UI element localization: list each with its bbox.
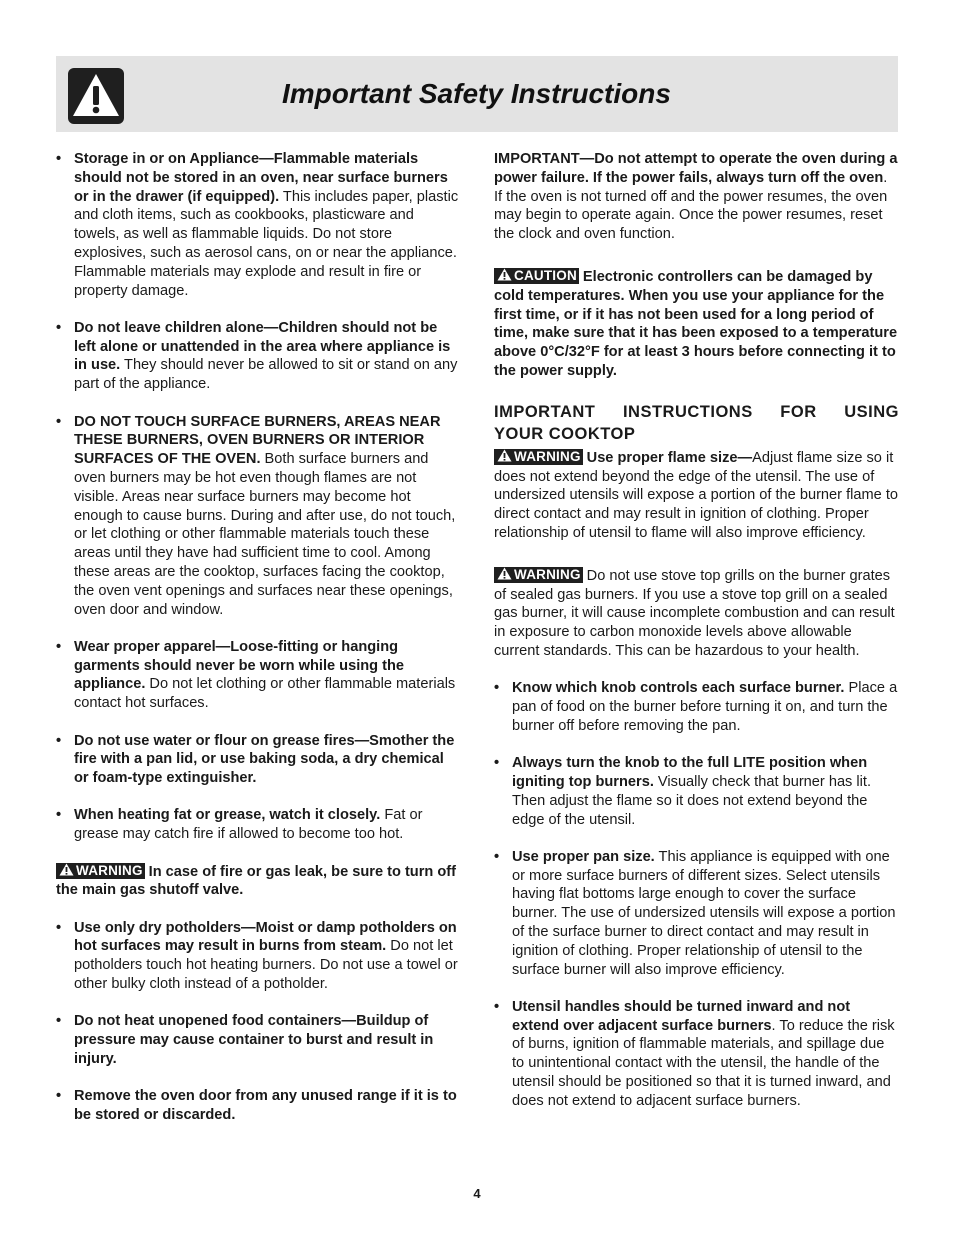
section-heading-word: USING: [844, 402, 899, 421]
bullet: •: [56, 1013, 62, 1030]
item-text: Fat or grease may catch fire if allowed to become too hot.: [74, 807, 423, 843]
warning-text: Do not use stove top grills on the burner grates of sealed gas burners. If you use a stove top grill on a sealed gas burner, it will cause incomplete combustion and can result in exposure to carbon monoxide levels above allowable current standards. This can be hazardous to your health.: [494, 567, 895, 659]
list-item: [56, 638, 462, 713]
warning-bold-text: Use proper flame size—: [586, 449, 753, 466]
item-text: This appliance is equipped with one or more surface burners of different sizes. Select utensils having flat bottoms large enough to cover the surface burner. The use of undersized utensils will expose a portion of the surface burner to direct contact and may result in ignition of clothing. Proper relationship of utensil to the surface burner will also improve efficiency.: [512, 848, 896, 978]
item-bold-text: Remove the oven door from any unused range if it is to be stored or discarded.: [74, 1088, 457, 1123]
list-item: [56, 919, 462, 994]
item-bold-text: Utensil handles should be turned inward and not extend over adjacent surface burners: [512, 998, 851, 1034]
section-heading-word: IMPORTANT: [494, 402, 596, 421]
warning-notice: [494, 567, 899, 661]
warning-badge-label: WARNING: [514, 448, 581, 464]
item-text: Do not let potholders touch hot heating burners. Do not use a towel or other bulky cloth instead of a potholder.: [74, 938, 458, 992]
item-bold-text: Wear proper apparel—Loose-fitting or hanging garments should never be worn while using the appliance.: [74, 638, 405, 693]
warning-badge: [494, 567, 583, 583]
left-column: [56, 150, 462, 1143]
bullet: •: [56, 319, 62, 336]
bullet: •: [56, 1088, 62, 1105]
warning-badge-label: WARNING: [76, 862, 143, 878]
warning-text: Adjust flame size so it does not extend beyond the edge of the utensil. The use of undersized utensils will expose a portion of the burner flame to direct contact and may result in ignition of clothing. Proper relationship of utensil to flame will also improve efficiency.: [494, 449, 898, 541]
list-item: [56, 1012, 462, 1068]
caution-text: Electronic controllers can be damaged by cold temperatures. When you use your appliance for the first time, or if it has not been used for a long period of time, make sure that it has been exposed to a temperature above 0°C/32°F for at least 3 hours before connecting it to the power supply.: [494, 268, 898, 379]
list-item: [494, 848, 899, 980]
item-bold-text: Storage in or on Appliance—Flammable materials should not be stored in an oven, near surface burners or in the drawer (if equipped).: [74, 151, 448, 205]
page-header: [56, 56, 898, 132]
section-heading-word: FOR: [780, 402, 817, 421]
item-bold-text: Do not heat unopened food containers—Buildup of pressure may cause container to burst and result in injury.: [74, 1013, 434, 1067]
warning-notice: [494, 449, 899, 543]
section-heading-word: INSTRUCTIONS: [622, 402, 753, 421]
item-text: Both surface burners and oven burners may be hot even though flames are not visible. Areas near surface burners may become hot enough to cause burns. During and after use, do not touch, or let clothing or other flammable materials touch these areas until they have had sufficient time to cool. Among these areas are the cooktop, surfaces facing the cooktop, the oven vent openings and surfaces near these openings, oven door and window.: [74, 451, 456, 618]
list-item: [56, 150, 462, 300]
list-item: [56, 732, 462, 788]
warning-triangle-icon: [59, 863, 74, 876]
list-item: [56, 413, 462, 620]
bullet: •: [56, 732, 62, 749]
section-heading-line1: [494, 401, 899, 423]
bullet: •: [56, 638, 62, 655]
bullet: •: [56, 919, 62, 936]
list-item: [56, 319, 462, 394]
bullet: •: [56, 807, 62, 824]
item-text: Do not let clothing or other flammable materials contact hot surfaces.: [74, 676, 456, 712]
right-column: [494, 150, 899, 1129]
warning-text: In case of fire or gas leak, be sure to turn off the main gas shutoff valve.: [56, 863, 457, 899]
warning-triangle-icon: [497, 449, 512, 462]
page-title: Important Safety Instructions: [282, 78, 671, 109]
item-bold-text: Do not use water or flour on grease fires—Smother the fire with a pan lid, or use baking soda, a dry chemical or foam-type extinguisher.: [74, 732, 455, 787]
bullet: •: [56, 413, 62, 430]
caution-badge-label: CAUTION: [514, 267, 577, 283]
warning-badge-label: WARNING: [514, 566, 581, 582]
list-item: [56, 806, 462, 844]
item-text: This includes paper, plastic and cloth items, such as cookbooks, plasticware and towels, as well as flammable liquids. Do not store explosives, such as aerosol cans, on or near the appliance. Flammable materials may explode and result in fire or property damage.: [74, 188, 459, 299]
warning-triangle-icon: [497, 567, 512, 580]
list-item: [56, 1087, 462, 1125]
item-bold-text: Always turn the knob to the full LITE position when igniting top burners.: [512, 755, 868, 790]
item-bold-text: Know which knob controls each surface burner.: [512, 680, 845, 697]
item-text: . To reduce the risk of burns, ignition of flammable materials, and spillage due to unintentional contact with the utensil, the handle of the utensil should be positioned so that it is turned inward, and does not extend to adjacent surface burners.: [512, 1017, 895, 1109]
important-notice: [494, 150, 899, 244]
warning-badge: [56, 863, 145, 879]
section-heading: [494, 401, 899, 445]
list-item: [494, 754, 899, 829]
page-number: 4: [473, 1186, 481, 1201]
list-item: [494, 998, 899, 1111]
item-bold-text: Use proper pan size.: [512, 848, 655, 865]
item-bold-text: Use only dry potholders—Moist or damp potholders on hot surfaces may result in burns from steam.: [74, 919, 457, 955]
important-bold-text: IMPORTANT—Do not attempt to operate the oven during a power failure. If the power fails, always turn off the oven: [494, 151, 898, 186]
item-bold-text: Do not leave children alone—Children should not be left alone or unattended in the area where appliance is in use.: [74, 319, 451, 374]
bullet: •: [494, 998, 500, 1015]
caution-badge: [494, 268, 579, 284]
important-text: . If the oven is not turned off and the power resumes, the oven may begin to operate again. Once the power resumes, reset the clock and oven function.: [494, 169, 888, 243]
bullet: •: [494, 755, 500, 772]
warning-exclamation-icon: [68, 68, 124, 124]
bullet: •: [494, 680, 500, 697]
item-text: Visually check that burner has lit. Then adjust the flame so it does not extend beyond the edge of the utensil.: [512, 773, 871, 828]
item-text: They should never be allowed to sit or stand on any part of the appliance.: [74, 357, 458, 393]
caution-notice: [494, 268, 899, 381]
section-heading-line2: YOUR COOKTOP: [494, 424, 636, 443]
list-item: [494, 679, 899, 735]
warning-badge: [494, 449, 583, 465]
item-text: Place a pan of food on the burner before turning it on, and turn the burner off before removing the pan.: [512, 680, 898, 734]
warning-triangle-icon: [497, 268, 512, 281]
item-bold-text: When heating fat or grease, watch it closely.: [74, 807, 381, 824]
bullet: •: [56, 151, 62, 167]
bullet: •: [494, 848, 500, 865]
item-bold-text: DO NOT TOUCH SURFACE BURNERS, AREAS NEAR THESE BURNERS, OVEN BURNERS OR INTERIOR SURFACES OF THE OVEN.: [74, 413, 441, 468]
warning-notice: [56, 863, 462, 901]
